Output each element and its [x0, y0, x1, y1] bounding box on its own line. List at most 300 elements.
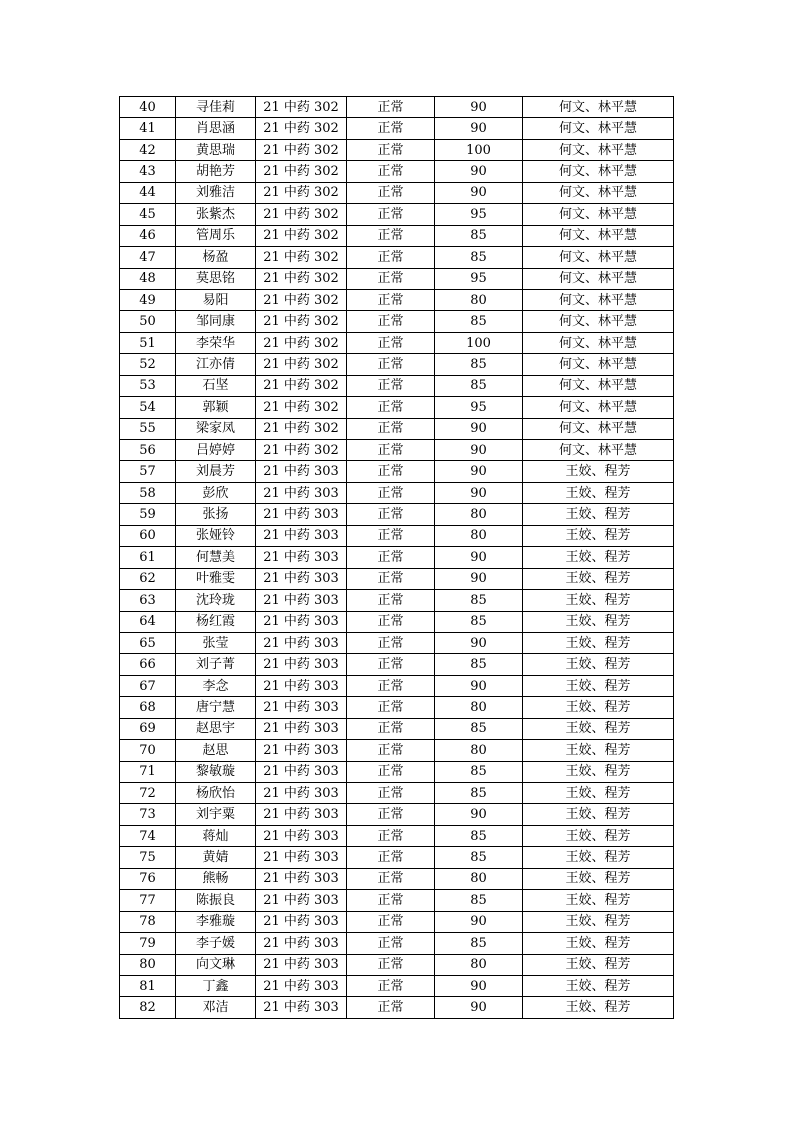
- class-name: 21 中药 303: [256, 997, 347, 1018]
- row-number: 75: [120, 847, 176, 868]
- class-name: 21 中药 303: [256, 804, 347, 825]
- status-cell: 正常: [347, 268, 435, 289]
- teacher-cell: 王姣、程芳: [523, 868, 674, 889]
- row-number: 51: [120, 332, 176, 353]
- table-row: [120, 632, 674, 653]
- class-name: 21 中药 303: [256, 783, 347, 804]
- teacher-cell: 王姣、程芳: [523, 697, 674, 718]
- teacher-cell: 王姣、程芳: [523, 954, 674, 975]
- student-name: 梁家凤: [176, 418, 256, 439]
- row-number: 69: [120, 718, 176, 739]
- score-cell: 90: [435, 161, 523, 182]
- score-cell: 85: [435, 654, 523, 675]
- table-row: [120, 718, 674, 739]
- student-name: 刘晨芳: [176, 461, 256, 482]
- class-name: 21 中药 303: [256, 740, 347, 761]
- status-cell: 正常: [347, 332, 435, 353]
- class-name: 21 中药 303: [256, 568, 347, 589]
- status-cell: 正常: [347, 954, 435, 975]
- row-number: 43: [120, 161, 176, 182]
- status-cell: 正常: [347, 697, 435, 718]
- score-cell: 90: [435, 568, 523, 589]
- table-row: [120, 482, 674, 503]
- teacher-cell: 王姣、程芳: [523, 847, 674, 868]
- row-number: 73: [120, 804, 176, 825]
- class-name: 21 中药 302: [256, 311, 347, 332]
- score-cell: 85: [435, 783, 523, 804]
- row-number: 52: [120, 354, 176, 375]
- student-name: 杨盈: [176, 247, 256, 268]
- student-name: 李雅璇: [176, 911, 256, 932]
- table-row: [120, 204, 674, 225]
- class-name: 21 中药 303: [256, 911, 347, 932]
- status-cell: 正常: [347, 547, 435, 568]
- student-name: 黄婧: [176, 847, 256, 868]
- student-name: 江亦倩: [176, 354, 256, 375]
- status-cell: 正常: [347, 375, 435, 396]
- student-name: 黄思瑞: [176, 139, 256, 160]
- class-name: 21 中药 303: [256, 675, 347, 696]
- score-cell: 95: [435, 268, 523, 289]
- table-row: [120, 611, 674, 632]
- teacher-cell: 王姣、程芳: [523, 525, 674, 546]
- score-cell: 90: [435, 182, 523, 203]
- teacher-cell: 何文、林平慧: [523, 268, 674, 289]
- row-number: 48: [120, 268, 176, 289]
- table-row: [120, 740, 674, 761]
- score-cell: 80: [435, 697, 523, 718]
- status-cell: 正常: [347, 590, 435, 611]
- table-row: [120, 890, 674, 911]
- row-number: 81: [120, 975, 176, 996]
- score-cell: 90: [435, 911, 523, 932]
- teacher-cell: 何文、林平慧: [523, 118, 674, 139]
- status-cell: 正常: [347, 225, 435, 246]
- class-name: 21 中药 303: [256, 761, 347, 782]
- status-cell: 正常: [347, 311, 435, 332]
- class-name: 21 中药 302: [256, 161, 347, 182]
- row-number: 58: [120, 482, 176, 503]
- row-number: 47: [120, 247, 176, 268]
- row-number: 49: [120, 289, 176, 310]
- table-row: [120, 525, 674, 546]
- student-name: 刘子菁: [176, 654, 256, 675]
- status-cell: 正常: [347, 97, 435, 118]
- row-number: 78: [120, 911, 176, 932]
- class-name: 21 中药 303: [256, 590, 347, 611]
- row-number: 55: [120, 418, 176, 439]
- status-cell: 正常: [347, 997, 435, 1018]
- table-row: [120, 161, 674, 182]
- table-row: [120, 461, 674, 482]
- student-name: 陈振良: [176, 890, 256, 911]
- table-row: [120, 118, 674, 139]
- student-name: 郭颖: [176, 397, 256, 418]
- teacher-cell: 王姣、程芳: [523, 933, 674, 954]
- score-cell: 90: [435, 997, 523, 1018]
- table-row: [120, 997, 674, 1018]
- row-number: 54: [120, 397, 176, 418]
- score-cell: 90: [435, 975, 523, 996]
- status-cell: 正常: [347, 825, 435, 846]
- score-cell: 80: [435, 868, 523, 889]
- class-name: 21 中药 302: [256, 397, 347, 418]
- class-name: 21 中药 303: [256, 933, 347, 954]
- table-row: [120, 868, 674, 889]
- teacher-cell: 王姣、程芳: [523, 590, 674, 611]
- score-cell: 85: [435, 718, 523, 739]
- class-name: 21 中药 303: [256, 890, 347, 911]
- teacher-cell: 何文、林平慧: [523, 247, 674, 268]
- score-cell: 90: [435, 675, 523, 696]
- student-name: 张娅铃: [176, 525, 256, 546]
- class-name: 21 中药 302: [256, 225, 347, 246]
- teacher-cell: 王姣、程芳: [523, 997, 674, 1018]
- row-number: 79: [120, 933, 176, 954]
- table-row: [120, 954, 674, 975]
- row-number: 62: [120, 568, 176, 589]
- table-row: [120, 761, 674, 782]
- student-name: 李子媛: [176, 933, 256, 954]
- score-cell: 95: [435, 204, 523, 225]
- row-number: 41: [120, 118, 176, 139]
- class-name: 21 中药 303: [256, 632, 347, 653]
- status-cell: 正常: [347, 761, 435, 782]
- table-row: [120, 332, 674, 353]
- status-cell: 正常: [347, 654, 435, 675]
- status-cell: 正常: [347, 354, 435, 375]
- teacher-cell: 王姣、程芳: [523, 718, 674, 739]
- student-name: 向文琳: [176, 954, 256, 975]
- status-cell: 正常: [347, 675, 435, 696]
- score-cell: 90: [435, 461, 523, 482]
- student-name: 刘雅洁: [176, 182, 256, 203]
- student-name: 丁鑫: [176, 975, 256, 996]
- teacher-cell: 王姣、程芳: [523, 761, 674, 782]
- status-cell: 正常: [347, 847, 435, 868]
- student-name: 蒋灿: [176, 825, 256, 846]
- status-cell: 正常: [347, 718, 435, 739]
- class-name: 21 中药 303: [256, 718, 347, 739]
- score-cell: 90: [435, 482, 523, 503]
- score-cell: 80: [435, 954, 523, 975]
- score-cell: 90: [435, 440, 523, 461]
- table-row: [120, 783, 674, 804]
- student-roster-table: [119, 96, 674, 1019]
- student-name: 肖思涵: [176, 118, 256, 139]
- student-name: 张扬: [176, 504, 256, 525]
- score-cell: 85: [435, 890, 523, 911]
- table-row: [120, 311, 674, 332]
- row-number: 65: [120, 632, 176, 653]
- teacher-cell: 何文、林平慧: [523, 440, 674, 461]
- class-name: 21 中药 303: [256, 847, 347, 868]
- table-row: [120, 440, 674, 461]
- table-row: [120, 825, 674, 846]
- row-number: 64: [120, 611, 176, 632]
- class-name: 21 中药 303: [256, 482, 347, 503]
- table-row: [120, 289, 674, 310]
- row-number: 42: [120, 139, 176, 160]
- class-name: 21 中药 303: [256, 525, 347, 546]
- table-row: [120, 933, 674, 954]
- status-cell: 正常: [347, 975, 435, 996]
- student-name: 吕婷婷: [176, 440, 256, 461]
- score-cell: 85: [435, 611, 523, 632]
- class-name: 21 中药 303: [256, 868, 347, 889]
- teacher-cell: 何文、林平慧: [523, 204, 674, 225]
- teacher-cell: 何文、林平慧: [523, 418, 674, 439]
- table-row: [120, 97, 674, 118]
- row-number: 77: [120, 890, 176, 911]
- score-cell: 80: [435, 740, 523, 761]
- table-row: [120, 590, 674, 611]
- table-row: [120, 654, 674, 675]
- score-cell: 90: [435, 118, 523, 139]
- status-cell: 正常: [347, 504, 435, 525]
- teacher-cell: 王姣、程芳: [523, 740, 674, 761]
- row-number: 82: [120, 997, 176, 1018]
- student-name: 管周乐: [176, 225, 256, 246]
- table-row: [120, 182, 674, 203]
- teacher-cell: 王姣、程芳: [523, 482, 674, 503]
- class-name: 21 中药 303: [256, 825, 347, 846]
- student-name: 彭欣: [176, 482, 256, 503]
- student-name: 熊畅: [176, 868, 256, 889]
- score-cell: 80: [435, 289, 523, 310]
- status-cell: 正常: [347, 440, 435, 461]
- teacher-cell: 王姣、程芳: [523, 654, 674, 675]
- teacher-cell: 王姣、程芳: [523, 890, 674, 911]
- score-cell: 100: [435, 139, 523, 160]
- student-name: 赵思: [176, 740, 256, 761]
- class-name: 21 中药 303: [256, 975, 347, 996]
- class-name: 21 中药 302: [256, 354, 347, 375]
- teacher-cell: 何文、林平慧: [523, 354, 674, 375]
- teacher-cell: 王姣、程芳: [523, 911, 674, 932]
- score-cell: 85: [435, 375, 523, 396]
- score-cell: 95: [435, 397, 523, 418]
- status-cell: 正常: [347, 118, 435, 139]
- teacher-cell: 王姣、程芳: [523, 461, 674, 482]
- status-cell: 正常: [347, 482, 435, 503]
- status-cell: 正常: [347, 418, 435, 439]
- teacher-cell: 何文、林平慧: [523, 311, 674, 332]
- row-number: 57: [120, 461, 176, 482]
- score-cell: 85: [435, 847, 523, 868]
- score-cell: 85: [435, 311, 523, 332]
- row-number: 74: [120, 825, 176, 846]
- table-row: [120, 397, 674, 418]
- score-cell: 90: [435, 418, 523, 439]
- score-cell: 85: [435, 354, 523, 375]
- class-name: 21 中药 302: [256, 182, 347, 203]
- table-row: [120, 375, 674, 396]
- status-cell: 正常: [347, 868, 435, 889]
- row-number: 44: [120, 182, 176, 203]
- student-name: 石坚: [176, 375, 256, 396]
- student-name: 黎敏璇: [176, 761, 256, 782]
- status-cell: 正常: [347, 568, 435, 589]
- row-number: 46: [120, 225, 176, 246]
- teacher-cell: 王姣、程芳: [523, 504, 674, 525]
- table-row: [120, 697, 674, 718]
- student-name: 邓洁: [176, 997, 256, 1018]
- class-name: 21 中药 303: [256, 547, 347, 568]
- student-name: 李荣华: [176, 332, 256, 353]
- student-name: 杨欣怡: [176, 783, 256, 804]
- status-cell: 正常: [347, 247, 435, 268]
- class-name: 21 中药 303: [256, 504, 347, 525]
- score-cell: 90: [435, 547, 523, 568]
- score-cell: 85: [435, 590, 523, 611]
- student-name: 莫思铭: [176, 268, 256, 289]
- status-cell: 正常: [347, 632, 435, 653]
- status-cell: 正常: [347, 204, 435, 225]
- student-name: 张莹: [176, 632, 256, 653]
- teacher-cell: 王姣、程芳: [523, 547, 674, 568]
- score-cell: 90: [435, 804, 523, 825]
- table-row: [120, 354, 674, 375]
- status-cell: 正常: [347, 890, 435, 911]
- teacher-cell: 何文、林平慧: [523, 375, 674, 396]
- class-name: 21 中药 302: [256, 204, 347, 225]
- row-number: 45: [120, 204, 176, 225]
- table-row: [120, 847, 674, 868]
- table-row: [120, 804, 674, 825]
- score-cell: 85: [435, 761, 523, 782]
- teacher-cell: 王姣、程芳: [523, 975, 674, 996]
- table-row: [120, 139, 674, 160]
- status-cell: 正常: [347, 397, 435, 418]
- teacher-cell: 王姣、程芳: [523, 675, 674, 696]
- status-cell: 正常: [347, 911, 435, 932]
- table-row: [120, 247, 674, 268]
- student-name: 张紫杰: [176, 204, 256, 225]
- student-name: 胡艳芳: [176, 161, 256, 182]
- class-name: 21 中药 302: [256, 418, 347, 439]
- score-cell: 100: [435, 332, 523, 353]
- class-name: 21 中药 303: [256, 611, 347, 632]
- teacher-cell: 王姣、程芳: [523, 568, 674, 589]
- status-cell: 正常: [347, 783, 435, 804]
- table-row: [120, 911, 674, 932]
- teacher-cell: 王姣、程芳: [523, 611, 674, 632]
- teacher-cell: 何文、林平慧: [523, 289, 674, 310]
- score-cell: 90: [435, 632, 523, 653]
- class-name: 21 中药 302: [256, 289, 347, 310]
- row-number: 53: [120, 375, 176, 396]
- row-number: 80: [120, 954, 176, 975]
- score-cell: 85: [435, 247, 523, 268]
- student-name: 寻佳莉: [176, 97, 256, 118]
- student-name: 何慧美: [176, 547, 256, 568]
- score-cell: 85: [435, 225, 523, 246]
- class-name: 21 中药 303: [256, 954, 347, 975]
- status-cell: 正常: [347, 611, 435, 632]
- teacher-cell: 何文、林平慧: [523, 161, 674, 182]
- status-cell: 正常: [347, 525, 435, 546]
- student-name: 李念: [176, 675, 256, 696]
- class-name: 21 中药 302: [256, 97, 347, 118]
- student-name: 杨红霞: [176, 611, 256, 632]
- table-row: [120, 268, 674, 289]
- row-number: 66: [120, 654, 176, 675]
- status-cell: 正常: [347, 804, 435, 825]
- row-number: 72: [120, 783, 176, 804]
- class-name: 21 中药 302: [256, 332, 347, 353]
- student-name: 邹同康: [176, 311, 256, 332]
- row-number: 50: [120, 311, 176, 332]
- row-number: 67: [120, 675, 176, 696]
- teacher-cell: 何文、林平慧: [523, 397, 674, 418]
- row-number: 60: [120, 525, 176, 546]
- status-cell: 正常: [347, 461, 435, 482]
- class-name: 21 中药 303: [256, 461, 347, 482]
- score-cell: 90: [435, 97, 523, 118]
- teacher-cell: 何文、林平慧: [523, 97, 674, 118]
- table-row: [120, 675, 674, 696]
- status-cell: 正常: [347, 933, 435, 954]
- roster-body: [120, 97, 674, 1019]
- teacher-cell: 何文、林平慧: [523, 332, 674, 353]
- teacher-cell: 王姣、程芳: [523, 825, 674, 846]
- row-number: 56: [120, 440, 176, 461]
- table-row: [120, 547, 674, 568]
- score-cell: 80: [435, 525, 523, 546]
- table-row: [120, 504, 674, 525]
- student-name: 叶雅雯: [176, 568, 256, 589]
- class-name: 21 中药 302: [256, 375, 347, 396]
- status-cell: 正常: [347, 740, 435, 761]
- teacher-cell: 何文、林平慧: [523, 182, 674, 203]
- class-name: 21 中药 302: [256, 139, 347, 160]
- row-number: 40: [120, 97, 176, 118]
- class-name: 21 中药 303: [256, 654, 347, 675]
- class-name: 21 中药 303: [256, 697, 347, 718]
- row-number: 63: [120, 590, 176, 611]
- row-number: 68: [120, 697, 176, 718]
- score-cell: 80: [435, 504, 523, 525]
- table-row: [120, 975, 674, 996]
- teacher-cell: 何文、林平慧: [523, 139, 674, 160]
- class-name: 21 中药 302: [256, 440, 347, 461]
- status-cell: 正常: [347, 161, 435, 182]
- table-row: [120, 225, 674, 246]
- table-row: [120, 418, 674, 439]
- row-number: 70: [120, 740, 176, 761]
- student-name: 赵思宇: [176, 718, 256, 739]
- class-name: 21 中药 302: [256, 118, 347, 139]
- status-cell: 正常: [347, 139, 435, 160]
- teacher-cell: 王姣、程芳: [523, 804, 674, 825]
- table-row: [120, 568, 674, 589]
- status-cell: 正常: [347, 289, 435, 310]
- status-cell: 正常: [347, 182, 435, 203]
- student-name: 易阳: [176, 289, 256, 310]
- class-name: 21 中药 302: [256, 247, 347, 268]
- teacher-cell: 王姣、程芳: [523, 632, 674, 653]
- row-number: 71: [120, 761, 176, 782]
- row-number: 59: [120, 504, 176, 525]
- score-cell: 85: [435, 933, 523, 954]
- row-number: 61: [120, 547, 176, 568]
- student-name: 唐宁慧: [176, 697, 256, 718]
- teacher-cell: 王姣、程芳: [523, 783, 674, 804]
- score-cell: 85: [435, 825, 523, 846]
- student-name: 刘宇粟: [176, 804, 256, 825]
- class-name: 21 中药 302: [256, 268, 347, 289]
